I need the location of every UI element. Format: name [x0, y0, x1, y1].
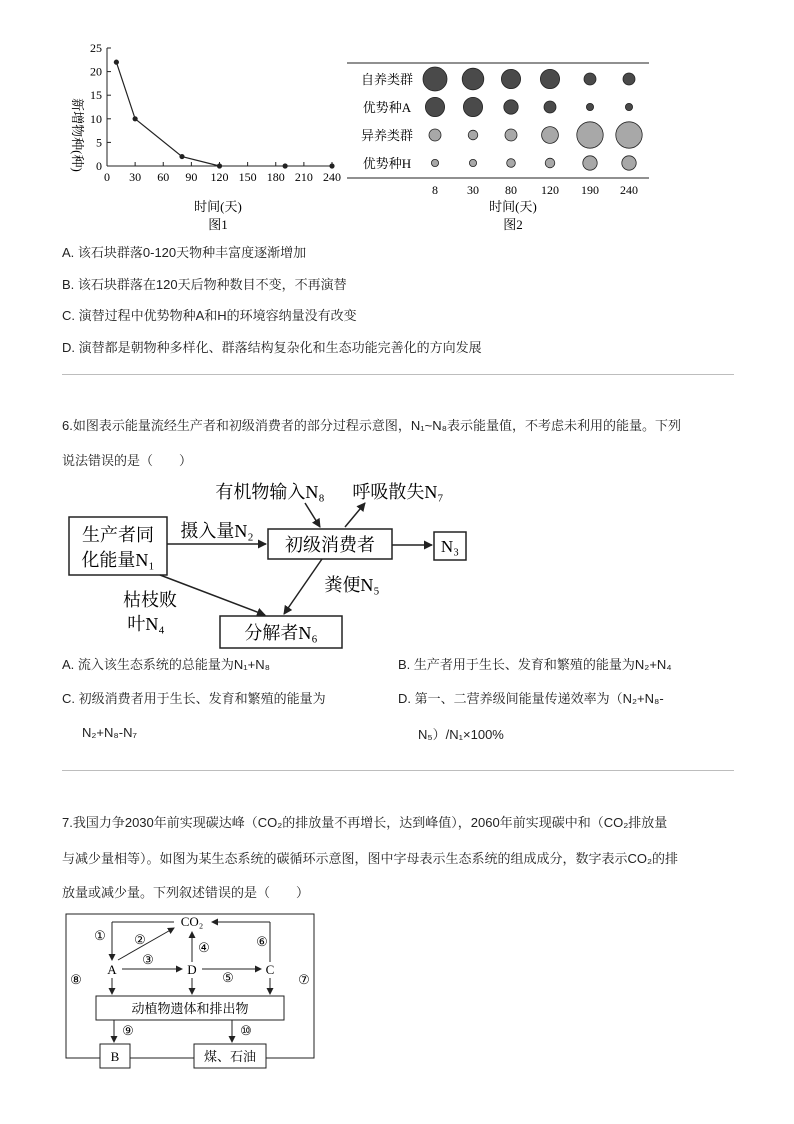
bubble	[584, 73, 596, 85]
q6-stem-line-2: 说法错误的是（ ）	[62, 453, 193, 468]
y-tick-label: 5	[96, 135, 102, 150]
figure-2-caption: 图2	[503, 217, 523, 232]
feces-arrow	[284, 559, 322, 614]
q7-stem-line-3: 放量或减少量。下列叙述错误的是（ ）	[62, 885, 310, 900]
node-a: A	[107, 962, 117, 977]
bubble	[577, 122, 603, 148]
q5-option-a[interactable]: A. 该石块群落0-120天物种丰富度逐渐增加	[62, 245, 307, 260]
y-tick-label: 10	[90, 111, 102, 126]
bubble	[469, 159, 476, 166]
organic-input-label: 有机物输入N₈	[215, 482, 325, 502]
bubble	[625, 103, 632, 110]
x-tick-label: 210	[294, 170, 313, 184]
bubble	[501, 69, 520, 88]
x-axis-label: 时间(天)	[194, 199, 242, 214]
x-tick-label: 240	[620, 183, 638, 197]
bubble	[504, 100, 518, 114]
organic-input-arrow	[305, 503, 320, 527]
q6-option-d-line-2[interactable]: N₅）/N₁×100%	[418, 727, 504, 742]
bubble	[623, 73, 635, 85]
x-tick-label: 240	[323, 170, 341, 184]
x-tick-label: 8	[432, 183, 438, 197]
x-tick-label: 180	[266, 170, 285, 184]
divider	[62, 770, 734, 771]
y-tick-label: 25	[90, 41, 102, 55]
remains-label: 动植物遗体和排出物	[131, 1001, 249, 1016]
q6-option-a[interactable]: A. 流入该生态系统的总能量为N₁+N₈	[62, 657, 271, 672]
bubble	[616, 122, 642, 148]
n3-label: N₃	[440, 537, 460, 556]
x-tick-label: 90	[185, 170, 198, 184]
x-tick-label: 30	[467, 183, 479, 197]
x-tick-label: 0	[104, 170, 110, 184]
num-3: ③	[142, 952, 154, 967]
node-c: C	[265, 962, 275, 977]
num-8: ⑧	[70, 972, 82, 987]
bubble	[545, 158, 555, 168]
bubble	[429, 129, 441, 141]
num-2: ②	[134, 932, 146, 947]
num-6: ⑥	[256, 934, 268, 949]
decomposer-label: 分解者N₆	[244, 623, 318, 643]
x-tick-label: 120	[541, 183, 559, 197]
bubble	[468, 130, 478, 140]
q6-option-c-line-1[interactable]: C. 初级消费者用于生长、发育和繁殖的能量为	[62, 691, 326, 706]
bubble	[425, 97, 444, 116]
bubble	[583, 156, 597, 170]
bubble	[622, 156, 636, 170]
bubble	[463, 97, 482, 116]
y-axis-label: 新增物种(种)	[70, 98, 85, 172]
feces-label: 粪便N₅	[324, 575, 380, 595]
coal-label: 煤、石油	[203, 1049, 257, 1064]
figure-2-bubble-chart	[345, 58, 655, 236]
series-line	[116, 62, 219, 166]
x-tick-label: 190	[581, 183, 599, 197]
respiration-label: 呼吸散失N₇	[352, 482, 444, 502]
bubble	[540, 69, 559, 88]
producer-label-1: 生产者同	[82, 525, 154, 545]
y-tick-label: 0	[96, 159, 102, 173]
consumer-label: 初级消费者	[285, 535, 375, 555]
bubble	[462, 68, 484, 90]
q6-option-c-line-2[interactable]: N₂+N₈-N₇	[82, 725, 137, 740]
q5-option-b[interactable]: B. 该石块群落在120天后物种数目不变，不再演替	[62, 277, 347, 292]
bubble	[505, 129, 517, 141]
y-tick-label: 15	[90, 88, 102, 103]
node-d: D	[187, 962, 197, 977]
q5-option-c[interactable]: C. 演替过程中优势物种A和H的环境容纳量没有改变	[62, 308, 357, 323]
data-point	[283, 163, 288, 168]
data-point	[179, 154, 184, 159]
data-point	[217, 163, 222, 168]
bubble	[423, 67, 447, 91]
co2-node: CO₂	[180, 914, 204, 929]
num-1: ①	[94, 928, 106, 943]
row-label: 自养类群	[360, 72, 414, 87]
x-tick-label: 60	[157, 170, 170, 184]
figure-1-line-chart	[55, 38, 350, 238]
q7-stem-line-2: 与减少量相等）。如图为某生态系统的碳循环示意图，图中字母表示生态系统的组成成分，数字表示CO₂的排	[62, 851, 679, 866]
row-label: 优势种A	[362, 100, 412, 115]
figure-1-caption: 图1	[208, 217, 228, 232]
producer-label-2: 化能量N₁	[81, 550, 155, 570]
row-label: 异养类群	[360, 128, 414, 143]
num-10: ⑩	[240, 1023, 252, 1038]
x-tick-label: 120	[210, 170, 229, 184]
x-tick-label: 80	[505, 183, 517, 197]
num-5: ⑤	[222, 970, 234, 985]
q7-stem-line-1: 7.我国力争2030年前实现碳达峰（CO₂的排放量不再增长，达到峰值），2060年前实现碳中和（CO₂排放量	[62, 815, 668, 830]
bubble	[542, 127, 559, 144]
q6-option-b[interactable]: B. 生产者用于生长、发育和繁殖的能量为N₂+N₄	[398, 657, 672, 672]
data-point	[329, 163, 334, 168]
intake-label: 摄入量N₂	[180, 521, 254, 541]
data-point	[133, 116, 138, 121]
num-4: ④	[198, 940, 210, 955]
carbon-cycle-diagram	[62, 908, 324, 1076]
num-9: ⑨	[122, 1023, 134, 1038]
respiration-arrow	[345, 503, 365, 527]
q6-option-d-line-1[interactable]: D. 第一、二营养级间能量传递效率为（N₂+N₈-	[398, 691, 664, 706]
row-label: 优势种H	[362, 156, 412, 171]
node-b: B	[110, 1049, 120, 1064]
q5-option-d[interactable]: D. 演替都是朝物种多样化、群落结构复杂化和生态功能完善化的方向发展	[62, 340, 482, 355]
bubble	[586, 103, 593, 110]
num-7: ⑦	[298, 972, 310, 987]
x-axis-label: 时间(天)	[489, 199, 537, 214]
bubble	[507, 159, 516, 168]
divider	[62, 374, 734, 375]
y-tick-label: 20	[90, 64, 102, 79]
q6-stem-line-1: 6.如图表示能量流经生产者和初级消费者的部分过程示意图，N₁~N₈表示能量值，不考虑未利用的能量。下列	[62, 418, 681, 433]
x-tick-label: 150	[238, 170, 257, 184]
litter-label-2: 叶N₄	[127, 614, 165, 634]
data-point	[114, 60, 119, 65]
litter-label-1: 枯枝败	[123, 590, 177, 610]
bubble	[431, 159, 438, 166]
x-tick-label: 30	[129, 170, 142, 184]
energy-flow-diagram	[60, 476, 480, 652]
bubble	[544, 101, 556, 113]
